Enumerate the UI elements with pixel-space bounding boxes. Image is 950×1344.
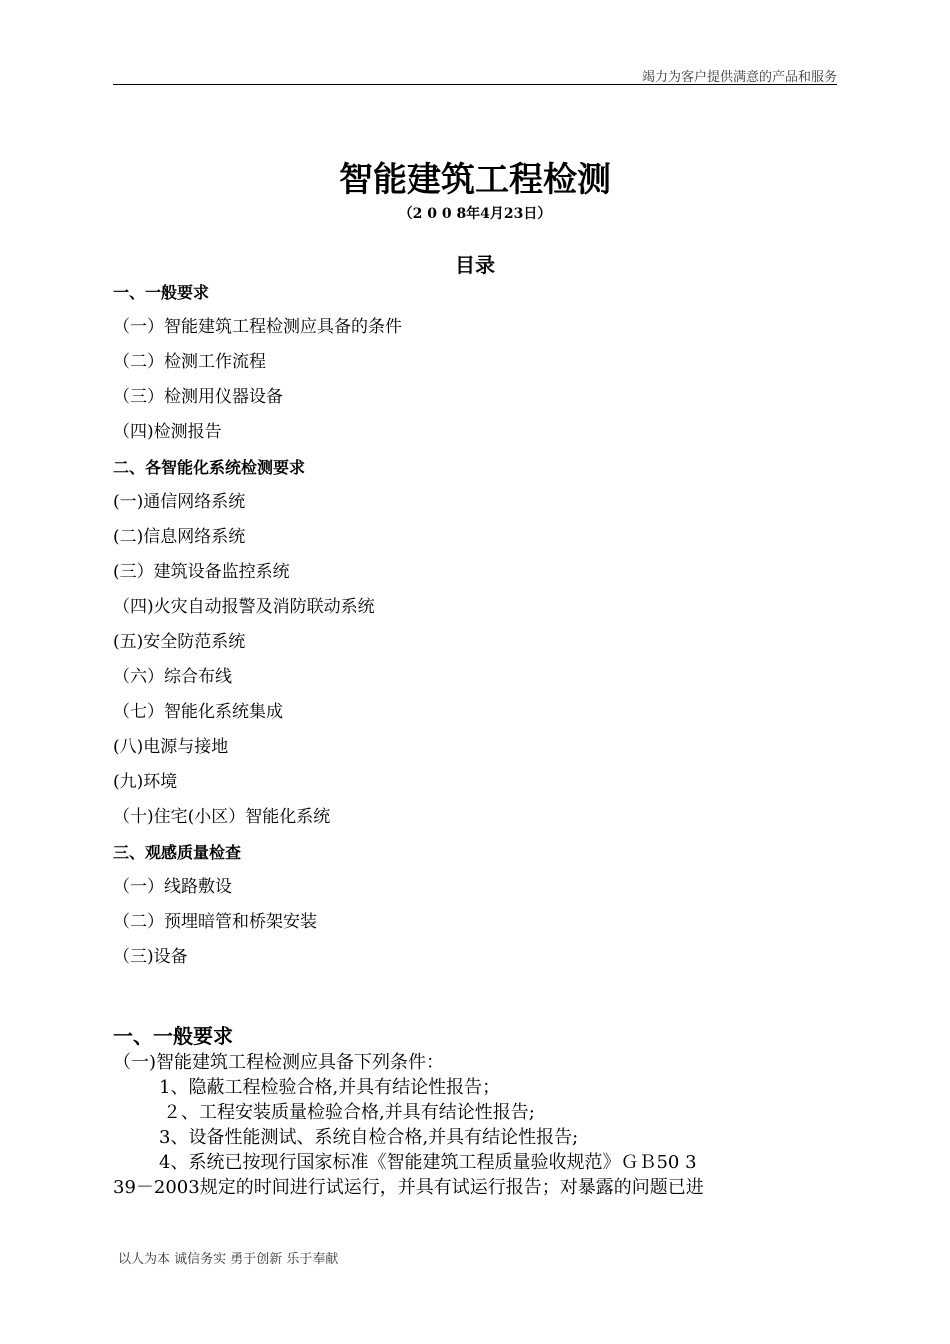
toc-item: （二）预埋暗管和桥架安装 <box>113 912 317 932</box>
footer-motto: 以人为本 诚信务实 勇于创新 乐于奉献 <box>118 1252 339 1267</box>
table-of-contents <box>113 275 837 975</box>
toc-item: (九)环境 <box>113 772 178 792</box>
toc-item: (一)通信网络系统 <box>113 492 246 512</box>
document-date: （2 0 0 8年4月23日） <box>398 206 552 222</box>
body-section <box>113 1022 837 1200</box>
toc-item: （四)检测报告 <box>113 422 222 442</box>
toc-item: （二）检测工作流程 <box>113 352 266 372</box>
toc-item: （三)设备 <box>113 947 188 967</box>
toc-item: (五)安全防范系统 <box>113 632 246 652</box>
body-paragraph: 3、设备性能测试、系统自检合格,并具有结论性报告; <box>159 1127 579 1148</box>
toc-item: (八)电源与接地 <box>113 737 229 757</box>
toc-section: 二、各智能化系统检测要求 <box>113 458 306 477</box>
toc-section: 一、一般要求 <box>113 283 210 302</box>
body-paragraph: 4、系统已按现行国家标准《智能建筑工程质量验收规范》ＧＢ50 3 <box>159 1152 697 1173</box>
toc-section: 三、观感质量检查 <box>113 843 242 862</box>
body-paragraph: ２、工程安装质量检验合格,并具有结论性报告; <box>163 1102 535 1123</box>
document-title: 智能建筑工程检测 <box>339 160 611 200</box>
toc-item: （七）智能化系统集成 <box>113 702 283 722</box>
body-paragraph: 39－2003规定的时间进行试运行，并具有试运行报告；对暴露的问题已进 <box>113 1177 704 1198</box>
header-divider <box>113 84 837 85</box>
toc-item: （一）智能建筑工程检测应具备的条件 <box>113 317 402 337</box>
toc-item: (二)信息网络系统 <box>113 527 246 547</box>
toc-item: （六）综合布线 <box>113 667 232 687</box>
body-paragraph: 1、隐蔽工程检验合格,并具有结论性报告； <box>159 1077 501 1098</box>
toc-item: (三）建筑设备监控系统 <box>113 562 290 582</box>
toc-heading: 目录 <box>455 253 495 277</box>
header-slogan: 竭力为客户提供满意的产品和服务 <box>641 70 837 85</box>
toc-item: （十)住宅(小区）智能化系统 <box>113 807 331 827</box>
toc-item: （三）检测用仪器设备 <box>113 387 283 407</box>
toc-item: （一）线路敷设 <box>113 877 232 897</box>
section-heading: 一、一般要求 <box>113 1024 233 1048</box>
body-paragraph: （一)智能建筑工程检测应具备下列条件： <box>113 1052 445 1073</box>
toc-item: （四)火灾自动报警及消防联动系统 <box>113 597 375 617</box>
